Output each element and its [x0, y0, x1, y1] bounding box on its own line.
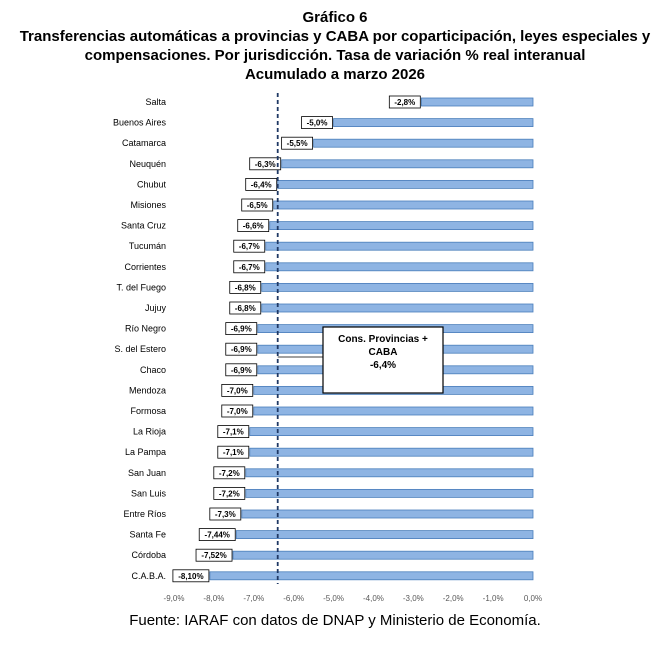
bar [210, 572, 533, 580]
title-line-4: Acumulado a marzo 2026 [244, 66, 426, 83]
bar [278, 180, 533, 188]
x-tick-label: -3,0% [402, 594, 424, 603]
x-tick-label: -1,0% [482, 594, 504, 603]
bar [236, 531, 533, 539]
data-label: -8,10% [178, 571, 204, 581]
data-label: -5,0% [306, 118, 328, 128]
category-label: Buenos Aires [112, 117, 166, 128]
data-label: -6,7% [238, 262, 260, 272]
bar [282, 160, 533, 168]
data-label: -6,9% [230, 345, 252, 355]
data-label: -6,5% [246, 201, 268, 210]
category-label: S. del Estero [114, 344, 166, 355]
bar [421, 98, 533, 106]
bar [274, 201, 533, 209]
data-label: -6,3% [254, 159, 276, 169]
category-label: Corrientes [124, 261, 166, 272]
bar [246, 469, 533, 477]
category-label: Catamarca [121, 138, 166, 149]
category-label: Chubut [136, 179, 166, 190]
data-label: -5,5% [286, 139, 308, 149]
category-label: La Pampa [124, 447, 166, 458]
data-label: -7,2% [218, 489, 240, 499]
x-tick-label: -8,0% [203, 594, 225, 603]
bar [262, 283, 533, 291]
data-label: -7,1% [222, 448, 244, 458]
title-line-1: Gráfico 6 [302, 9, 368, 26]
x-tick-label: -9,0% [163, 594, 185, 603]
data-label: -7,2% [218, 468, 240, 478]
x-tick-label: -7,0% [243, 594, 265, 603]
x-tick-label: -4,0% [362, 594, 384, 603]
data-label: -7,0% [226, 386, 248, 396]
data-label: -7,1% [222, 427, 244, 437]
annotation-line: Cons. Provincias + [338, 334, 428, 345]
bar [270, 222, 533, 230]
title-line-2: Transferencias automáticas a provincias y CABA por coparticipación, leyes especiales y [19, 28, 651, 45]
bar [246, 489, 533, 497]
x-tick-label: -2,0% [442, 594, 464, 603]
category-label: La Rioja [132, 426, 166, 437]
category-label: Formosa [130, 406, 166, 416]
x-tick-label: 0,0% [523, 594, 543, 603]
bar [262, 304, 533, 312]
category-label: C.A.B.A. [131, 570, 166, 581]
category-label: Córdoba [131, 550, 166, 561]
category-label: Misiones [130, 200, 166, 210]
category-label: Jujuy [144, 303, 166, 313]
data-label: -7,52% [201, 551, 227, 561]
category-label: Río Negro [124, 323, 166, 334]
data-label: -6,8% [234, 283, 256, 293]
category-label: Santa Cruz [120, 220, 166, 231]
data-label: -7,3% [214, 510, 236, 519]
annotation-line: CABA [368, 347, 398, 358]
bar [314, 139, 533, 147]
annotation-line: -6,4% [369, 360, 397, 371]
category-label: Chaco [139, 364, 166, 375]
category-label: San Juan [127, 467, 166, 478]
title-line-3: compensaciones. Por jurisdicción. Tasa de variación % real interanual [84, 47, 586, 64]
bar [266, 242, 533, 250]
bar [266, 263, 533, 271]
data-label: -6,8% [234, 304, 256, 313]
category-label: Neuquén [129, 158, 166, 169]
data-label: -7,44% [204, 530, 230, 540]
data-label: -7,0% [226, 407, 248, 416]
data-label: -6,4% [250, 180, 272, 190]
category-label: Salta [145, 97, 166, 107]
category-label: Entre Ríos [123, 509, 166, 519]
category-label: San Luis [130, 488, 166, 499]
data-label: -6,9% [230, 365, 252, 375]
bar [242, 510, 533, 518]
bar [250, 448, 533, 456]
data-label: -6,7% [238, 242, 260, 252]
category-label: Santa Fe [129, 529, 166, 540]
category-label: T. del Fuego [116, 282, 166, 293]
data-label: -6,6% [242, 221, 264, 231]
bar [254, 407, 533, 415]
x-tick-label: -6,0% [283, 594, 305, 603]
category-label: Tucumán [128, 241, 166, 252]
x-tick-label: -5,0% [323, 594, 345, 603]
bar [334, 119, 533, 127]
category-label: Mendoza [128, 385, 166, 396]
data-label: -2,8% [394, 98, 416, 107]
data-label: -6,9% [230, 324, 252, 334]
bar [250, 428, 533, 436]
source-note: Fuente: IARAF con datos de DNAP y Ministerio de Economía. [129, 612, 541, 629]
